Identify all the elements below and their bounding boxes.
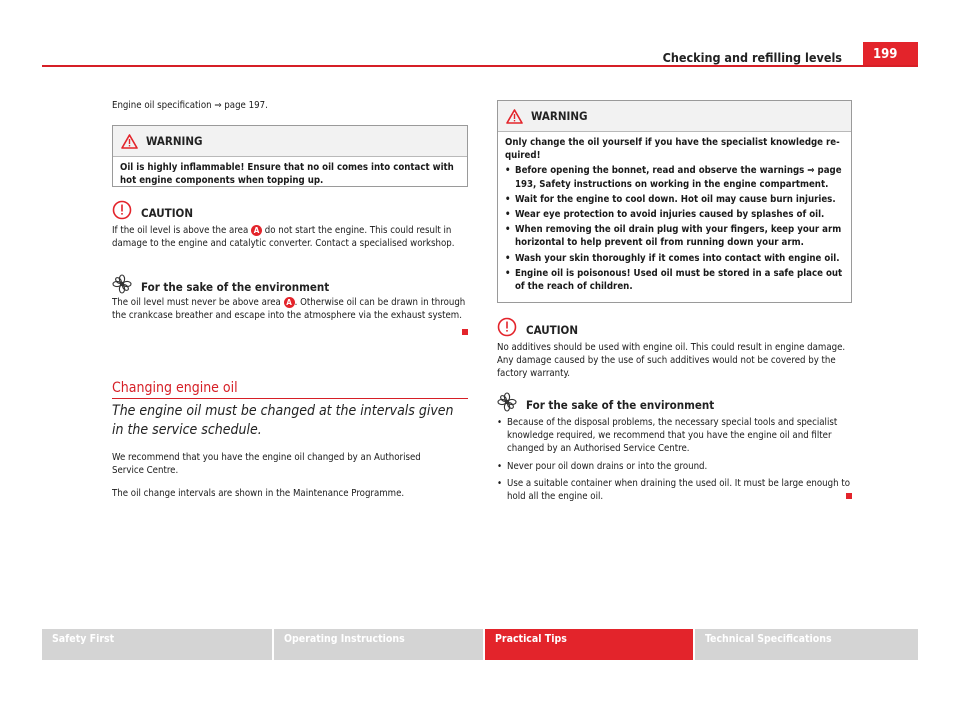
header-rule xyxy=(42,65,918,67)
footer-nav xyxy=(42,629,918,660)
warning-header xyxy=(498,101,851,132)
caution-icon xyxy=(497,317,517,337)
warning-bullet: • Before opening the bonnet, read and observe the warnings ⇒ page 193, Safety instructions on working in the engine compartment. xyxy=(505,165,842,190)
footer-tab-practical-tips[interactable]: Practical Tips xyxy=(485,629,693,660)
caution-text: If the oil level is above the area A do not start the engine. This could result in damage to the engine and catalytic converter. Contact a specialised workshop. xyxy=(112,225,455,250)
warning-header xyxy=(113,126,467,157)
warning-title: WARNING xyxy=(146,134,203,148)
environment-bullet: • Because of the disposal problems, the necessary special tools and specialist knowledge required, we recommend that you have the engine oil and filter changed by an Authorised Service Centre. xyxy=(497,417,838,455)
section-end-marker xyxy=(462,329,468,335)
footer-tab-technical-specifications[interactable]: Technical Specifications xyxy=(695,629,918,660)
caution-section-left xyxy=(112,200,468,250)
warning-bullet: • Wait for the engine to cool down. Hot oil may cause burn injuries. xyxy=(505,193,836,205)
warning-triangle-icon xyxy=(506,109,523,124)
environment-bullet: • Never pour oil down drains or into the ground. xyxy=(497,460,708,472)
warning-title: WARNING xyxy=(531,109,588,123)
section-lead: The engine oil must be changed at the intervals given in the service schedule. xyxy=(112,403,454,438)
footer-tab-operating-instructions[interactable]: Operating Instructions xyxy=(274,629,483,660)
environment-flower-icon xyxy=(497,392,517,412)
section-heading: Changing engine oil xyxy=(112,380,238,396)
warning-intro: Only change the oil yourself if you have the specialist knowledge required! xyxy=(505,137,840,162)
caution-title: CAUTION xyxy=(141,206,194,220)
warning-box-left xyxy=(112,125,468,187)
running-header-title: Checking and refilling levels xyxy=(662,50,842,65)
marker-a: A xyxy=(284,297,295,308)
environment-section-left xyxy=(112,274,468,322)
footer-tab-safety-first[interactable]: Safety First xyxy=(42,629,272,660)
warning-bullet: • Engine oil is poisonous! Used oil must be stored in a safe place out of the reach of children. xyxy=(505,267,843,293)
section-paragraph-1: We recommend that you have the engine oil changed by an Authorised Service Centre. xyxy=(112,452,421,477)
warning-triangle-icon xyxy=(121,134,138,149)
caution-icon xyxy=(112,200,132,220)
caution-text: No additives should be used with engine oil. This could result in engine damage. Any damage caused by the use of such additives would not be covered by the factory warranty. xyxy=(497,342,846,380)
environment-text: The oil level must never be above area A . Otherwise oil can be drawn in through the crankcase breather and escape into the atmosphere via the exhaust system. xyxy=(112,297,466,322)
oil-spec-line: Engine oil specification ⇒ page 197. xyxy=(112,100,268,111)
environment-title: For the sake of the environment xyxy=(141,280,330,294)
section-heading-rule xyxy=(112,398,468,399)
section-paragraph-2: The oil change intervals are shown in the Maintenance Programme. xyxy=(112,488,405,499)
warning-bullet: • Wash your skin thoroughly if it comes into contact with engine oil. xyxy=(505,252,840,264)
environment-flower-icon xyxy=(112,274,132,294)
warning-box-right xyxy=(497,100,852,303)
warning-bullet: • Wear eye protection to avoid injuries caused by splashes of oil. xyxy=(505,209,825,221)
marker-a: A xyxy=(251,225,262,236)
caution-title: CAUTION xyxy=(526,323,579,337)
environment-bullet: • Use a suitable container when draining the used oil. It must be large enough to hold all the engine oil. xyxy=(497,477,850,503)
warning-bullet: • When removing the oil drain plug with your fingers, keep your arm horizontal to help prevent oil from running down your arm. xyxy=(505,224,842,249)
section-end-marker xyxy=(846,493,852,499)
page-number: 199 xyxy=(863,42,918,66)
caution-section-right xyxy=(497,317,852,381)
environment-section-right xyxy=(497,392,852,503)
environment-title: For the sake of the environment xyxy=(526,398,715,412)
warning-text: Oil is highly inflammable! Ensure that no oil comes into contact with hot engine components when topping up. xyxy=(120,162,454,187)
